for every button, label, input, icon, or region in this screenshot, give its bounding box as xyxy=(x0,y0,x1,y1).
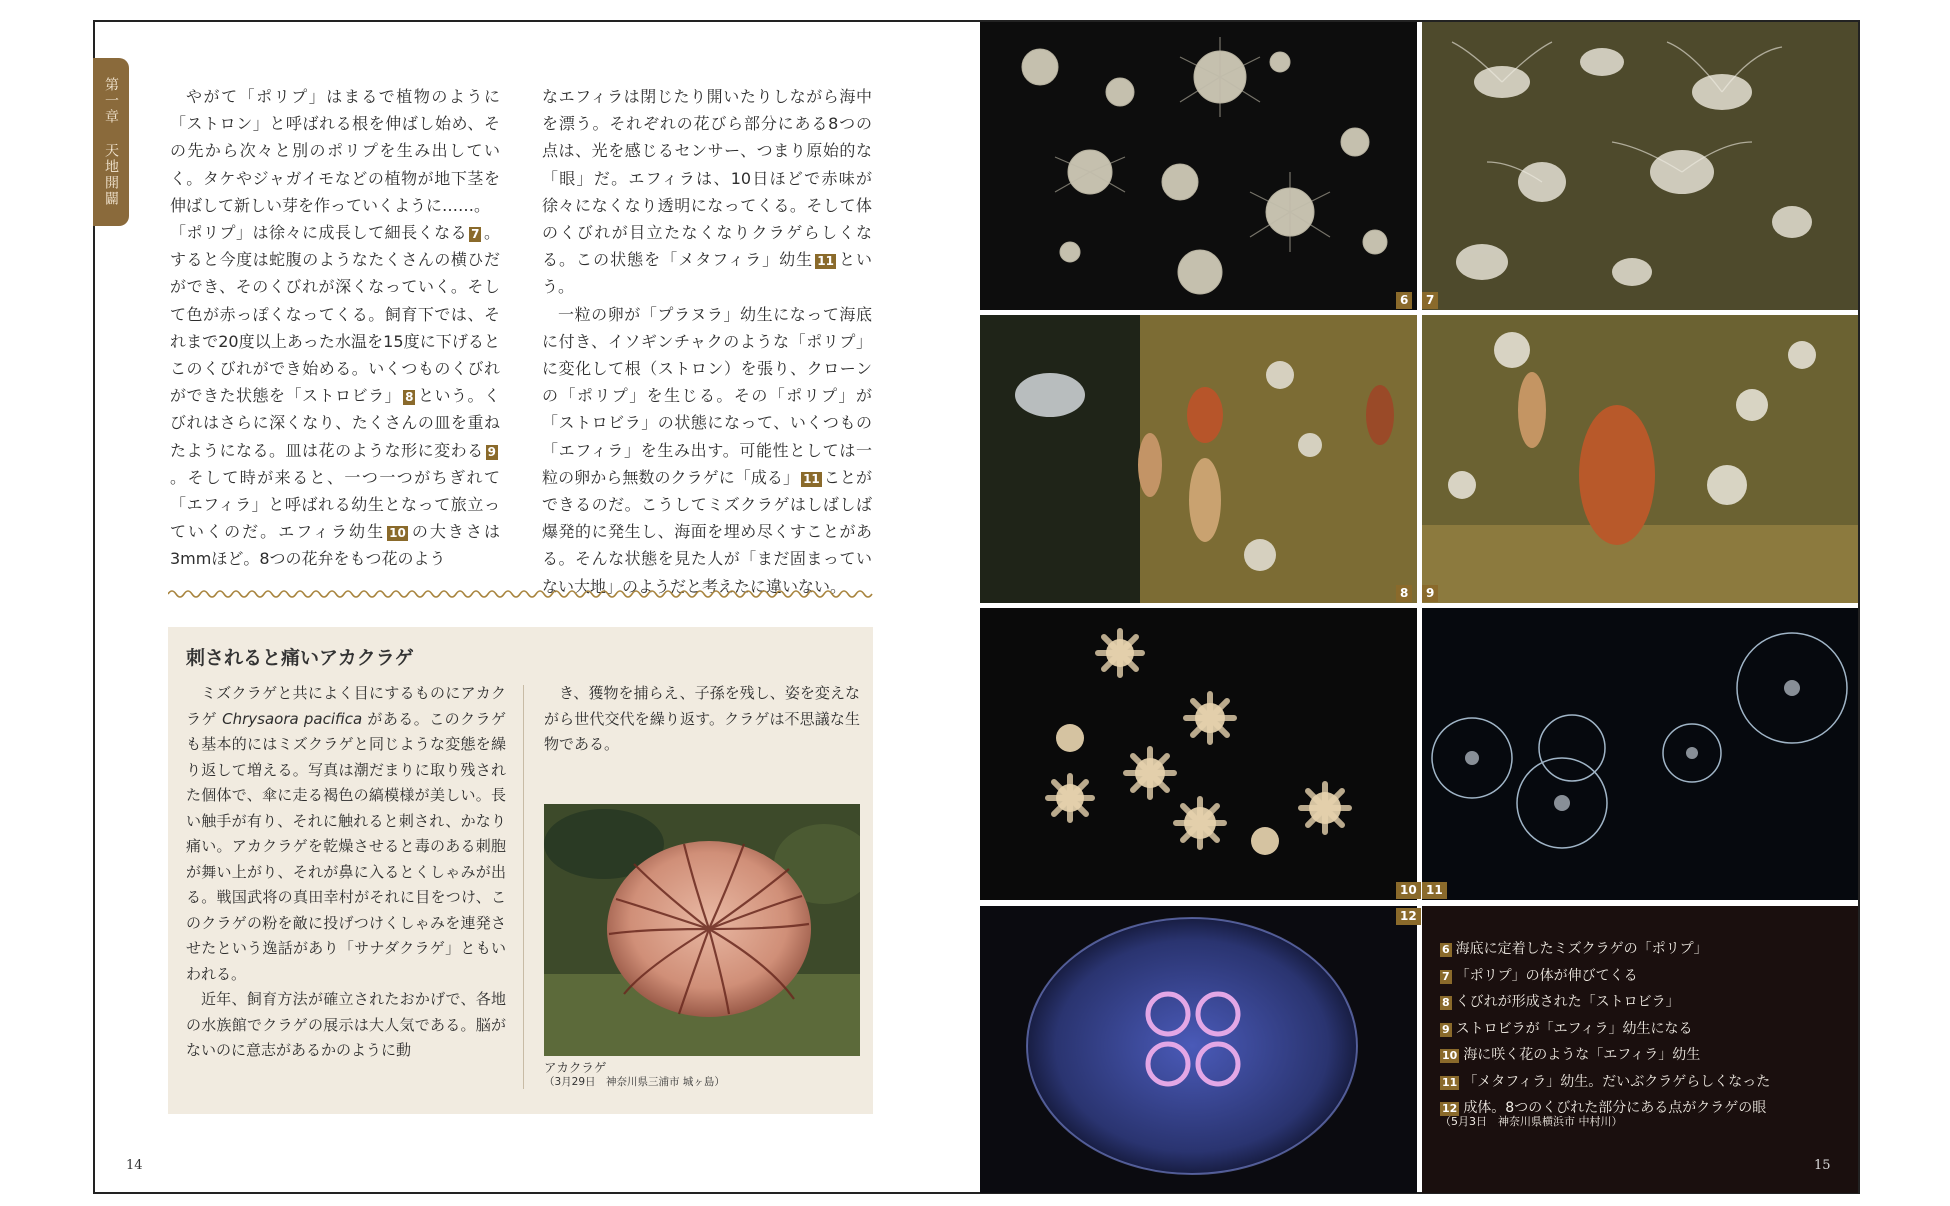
caption-item: 12 成体。8つのくびれた部分にある点がクラゲの眼 xyxy=(1442,1100,1767,1116)
photo-tag: 7 xyxy=(1422,292,1438,309)
photo-tag: 10 xyxy=(1396,882,1421,899)
photo-10 xyxy=(980,608,1417,900)
paragraph: き、獲物を捕らえ、子孫を残し、姿を変えながら世代交代を繰り返す。クラゲは不思議な生物である。 xyxy=(544,684,860,753)
paragraph: 一粒の卵が「プラヌラ」幼生になって海底に付き、イソギンチャクのような「ポリプ」に変化して根（ストロン）を張り、クローンの「ポリプ」を生じる。その「ポリプ」が「ストロビラ」の状態になって、いくつもの「エフィラ」を生み出す。可能性としては一粒の卵から無数のクラゲに「成る」 11 ことができるのだ。こうしてミズクラゲはしばしば爆発的に発生し、海面を埋め尽くすことがある。そんな状態を見た人が「まだ固まっていない大地」のようだと考えたに違いない。 xyxy=(542,304,872,596)
page-number-left: 14 xyxy=(126,1158,143,1173)
chapter-tab: 第一章 天地開闢 xyxy=(93,58,129,226)
caption-item: 6 海底に定着したミズクラゲの「ポリプ」 xyxy=(1442,941,1708,957)
photo-ref: 9 xyxy=(487,444,496,459)
photo-tag: 11 xyxy=(1422,882,1447,899)
caption-item: 11 「メタフィラ」幼生。だいぶクラゲらしくなった xyxy=(1442,1073,1771,1090)
photo-ref: 11 xyxy=(817,254,834,269)
photo-6 xyxy=(980,22,1417,310)
caption-item: 8 くびれが形成された「ストロビラ」 xyxy=(1442,994,1680,1010)
box-column-1 xyxy=(186,681,506,1064)
caption-item: 10 海に咲く花のような「エフィラ」幼生 xyxy=(1442,1047,1701,1063)
photo-ref: 7 xyxy=(471,227,480,242)
paragraph: 「ポリプ」は徐々に成長して細長くなる 7 。すると今度は蛇腹のようなたくさんの横ひだができ、そのくびれが深くなっていく。そして色が赤っぽくなってくる。飼育下では、それまで20度以上あった水温を15度に下げるとこのくびれができ始める。いくつものくびれができた状態を「ストロビラ」 8 という。くびれはさらに深くなり、たくさんの皿を重ねたようになる。皿は花のような形に変わる 9。そして時が来ると、一つ一つがちぎれて「エフィラ」と呼ばれる幼生となって旅立っていくのだ。エフィラ幼生 10 の大きさは3mmほど。8つの花弁をもつ花のよう xyxy=(170,223,500,569)
photo-caption: アカクラゲ （3月29日 神奈川県三浦市 城ヶ島） xyxy=(544,1060,725,1088)
box-divider xyxy=(523,685,524,1089)
photo-tag: 8 xyxy=(1396,585,1412,602)
body-column-1 xyxy=(170,83,500,573)
photo-12 xyxy=(980,906,1417,1193)
caption-item: 9 ストロビラが「エフィラ」幼生になる xyxy=(1442,1020,1693,1037)
photo-ref: 11 xyxy=(803,471,820,486)
scientific-name: Chrysaora pacifica xyxy=(222,709,363,728)
photo-tag: 12 xyxy=(1396,908,1421,925)
caption-item-sub: （5月3日 神奈川県横浜市 中村川） xyxy=(1440,1114,1623,1128)
caption-panel xyxy=(1422,906,1858,1193)
photo-7 xyxy=(1422,22,1858,310)
column-box xyxy=(168,627,873,1114)
page-number-right: 15 xyxy=(1814,1158,1831,1173)
photo-tag: 6 xyxy=(1396,292,1412,309)
photo-11 xyxy=(1422,608,1858,900)
photo-ref: 10 xyxy=(389,526,406,541)
body-column-2 xyxy=(542,83,872,600)
paragraph: やがて「ポリプ」はまるで植物のように「ストロン」と呼ばれる根を伸ばし始め、その先から次々と別のポリプを生み出していく。タケやジャガイモなどの植物が地下茎を伸ばして新しい芽を作っていくように……。 xyxy=(170,87,500,215)
photo-8 xyxy=(980,315,1417,603)
photo-tag: 9 xyxy=(1422,585,1438,602)
photo-ref: 8 xyxy=(405,390,414,405)
paragraph: なエフィラは閉じたり開いたりしながら海中を漂う。それぞれの花びら部分にある8つの点は、光を感じるセンサー、つまり原始的な「眼」だ。エフィラは、10日ほどで赤味が徐々になくなり透明になってくる。そして体のくびれが目立たなくなりクラゲらしくなる。この状態を「メタフィラ」幼生 11 という。 xyxy=(542,87,872,297)
caption-item: 7 「ポリプ」の体が伸びてくる xyxy=(1442,967,1638,984)
paragraph: 近年、飼育方法が確立されたおかげで、各地の水族館でクラゲの展示は大人気である。脳がないのに意志があるかのように動 xyxy=(186,990,506,1059)
ornament-divider xyxy=(168,588,873,600)
box-title: 刺されると痛いアカクラゲ xyxy=(186,647,414,669)
akakurage-photo xyxy=(544,804,860,1056)
paragraph: ミズクラゲと共によく目にするものにアカクラゲ Chrysaora pacifica がある。このクラゲも基本的にはミズクラゲと同じような変態を繰り返して増える。写真は潮だまりに取り残された個体で、傘に走る褐色の縞模様が美しい。長い触手が有り、それに触れると刺され、かなり痛い。アカクラゲを乾燥させると毒のある刺胞が舞い上がり、それが鼻に入るとくしゃみが出る。戦国武将の真田幸村がそれに目をつけ、このクラゲの粉を敵に投げつけくしゃみを連発させたという逸話があり「サナダクラゲ」ともいわれる。 xyxy=(186,684,506,983)
photo-9 xyxy=(1422,315,1858,603)
caption-list xyxy=(1440,936,1770,1128)
box-column-2 xyxy=(544,681,860,758)
